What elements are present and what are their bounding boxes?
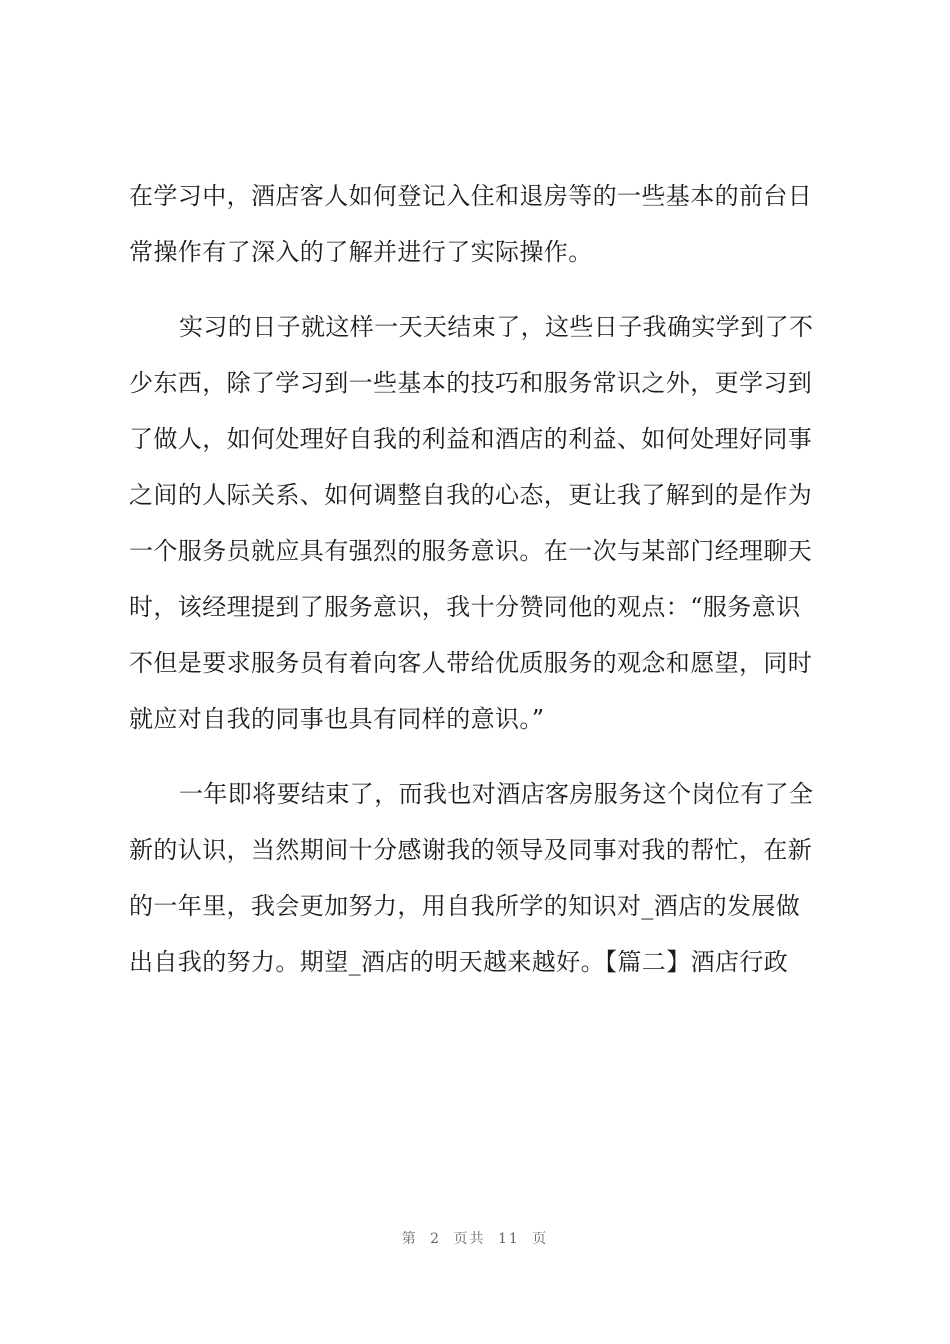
text-line: 一年即将要结束了，而我也对酒店客房服务这个岗位有了全	[179, 780, 814, 808]
paragraph	[129, 766, 841, 990]
text-line: 实习的日子就这样一天天结束了，这些日子我确实学到了不	[179, 313, 814, 341]
text-line: 的一年里，我会更加努力，用自我所学的知识对_酒店的发展做	[129, 892, 801, 920]
text-line: 新的认识，当然期间十分感谢我的领导及同事对我的帮忙，在新	[129, 836, 813, 864]
text-line: 之间的人际关系、如何调整自我的心态，更让我了解到的是作为	[129, 481, 813, 509]
text-line: 时，该经理提到了服务意识，我十分赞同他的观点：“服务意识	[129, 593, 801, 621]
text-line: 常操作有了深入的了解并进行了实际操作。	[129, 238, 593, 266]
page-number-footer: 第 2 页共 11 页	[401, 1231, 549, 1247]
text-line: 出自我的努力。期望_酒店的明天越来越好。【篇二】酒店行政	[129, 948, 789, 976]
paragraph	[129, 168, 841, 280]
text-line: 在学习中，酒店客人如何登记入住和退房等的一些基本的前台日	[129, 182, 813, 210]
text-line: 一个服务员就应具有强烈的服务意识。在一次与某部门经理聊天	[129, 537, 813, 565]
text-line: 不但是要求服务员有着向客人带给优质服务的观念和愿望，同时	[129, 649, 813, 677]
text-line: 少东西，除了学习到一些基本的技巧和服务常识之外，更学习到	[129, 369, 813, 397]
text-line: 就应对自我的同事也具有同样的意识。”	[129, 705, 545, 733]
body-text	[129, 168, 841, 990]
paragraph	[129, 299, 841, 747]
text-line: 了做人，如何处理好自我的利益和酒店的利益、如何处理好同事	[129, 425, 813, 453]
